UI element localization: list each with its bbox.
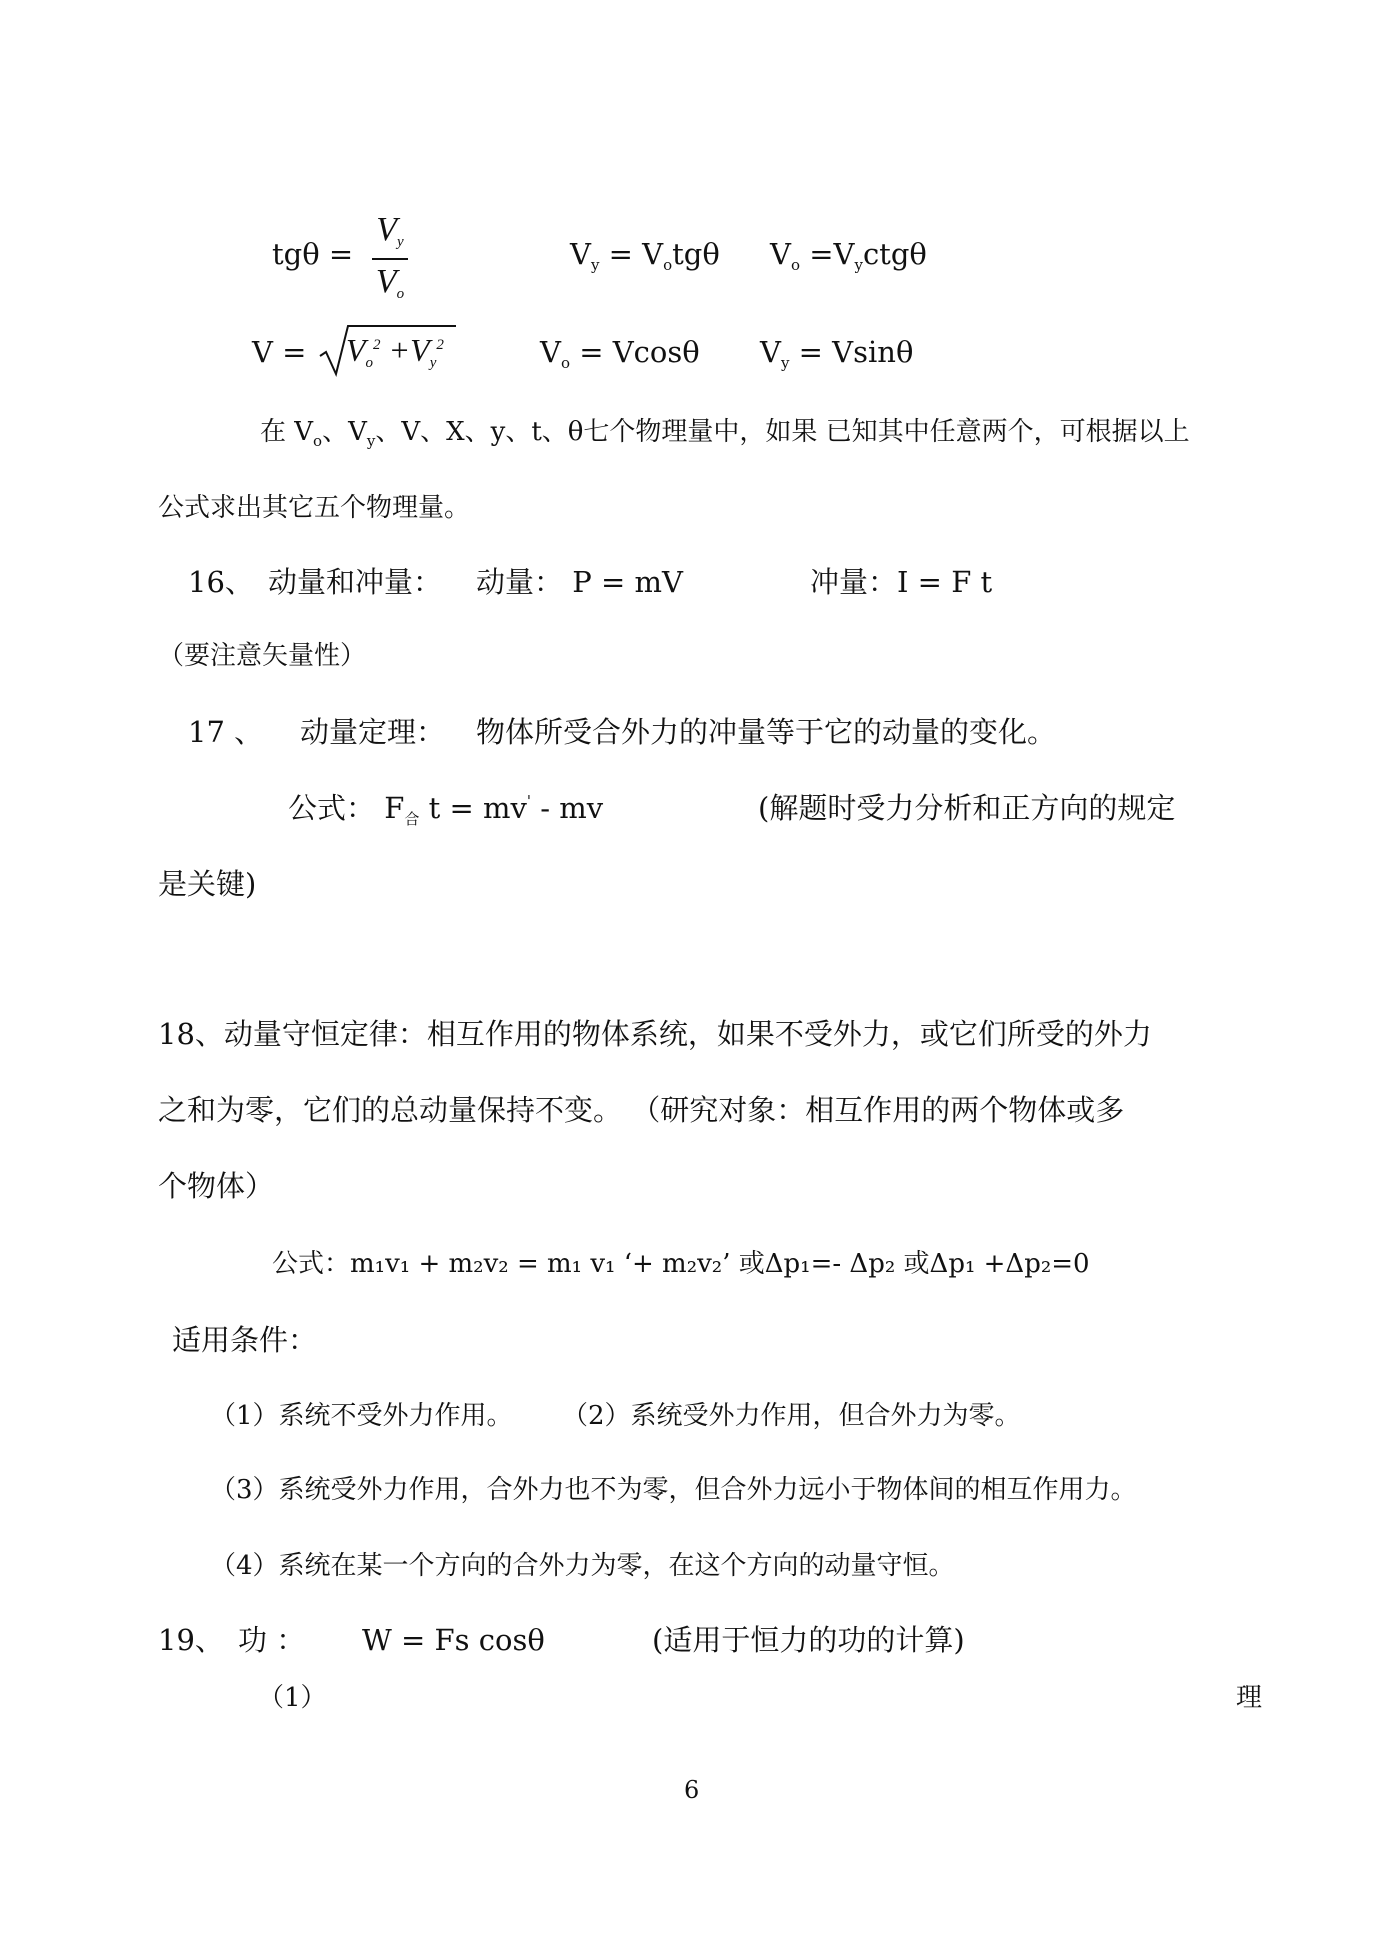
item18-formula: 公式：m₁v₁ + m₂v₂ = m₁ v₁ ‘+ m₂v₂’ 或Δp₁=- Δp₂ 或Δp₁ +Δp₂=0 [272,1249,1090,1279]
item18-condition-3: （3）系统受外力作用，合外力也不为零，但合外力远小于物体间的相互作用力。 [210,1475,1137,1505]
item18-condition-4: （4）系统在某一个方向的合外力为零，在这个方向的动量守恒。 [210,1551,955,1581]
item16-momentum: 动量： P = mV [476,565,683,599]
vo-equals-vy-ctg: $V_o =V_yctg\theta$ [770,237,927,274]
tg-theta-label: tgθ = [272,237,354,271]
seven-quantities-line2: 公式求出其它五个物理量。 [158,493,471,523]
item17-note: (解题时受力分析和正方向的规定 [758,791,1176,825]
item17-desc: 物体所受合外力的冲量等于它的动量的变化。 [476,715,1057,749]
seven-quantities-line1: 在 $V_o$、$V_y$、V、X、y、t、θ七个物理量中，如果 已知其中任意两个，可根据以上 [260,417,1190,450]
item19-number: 19、 [158,1623,224,1657]
vy-over-vo-fraction: Vy Vo [372,210,408,308]
item16-note: （要注意矢量性） [158,641,367,671]
item17-number: 17 、 [188,715,264,749]
item18-line1: 18、动量守恒定律：相互作用的物体系统，如果不受外力，或它们所受的外力 [158,1017,1152,1051]
item19-note: (适用于恒力的功的计算) [652,1623,965,1657]
item16-impulse: 冲量：I = F t [810,565,993,599]
item17-note-continued: 是关键) [158,867,257,901]
item18-condition-1: （1）系统不受外力作用。 [210,1401,513,1431]
item17-title: 动量定理： [300,715,446,749]
v-magnitude-label: V = [252,335,307,369]
item18-condition-2: （2）系统受外力作用，但合外力为零。 [562,1401,1021,1431]
item18-line3: 个物体） [158,1169,275,1203]
vy-equals-vo-tg: $V_y = V_otg\theta$ [570,237,720,274]
vy-equals-vsin: $V_y = Vsin\theta$ [760,335,914,372]
sqrt-radicand: $Vo^2 +Vy^2$ [346,332,444,371]
item16-title: 动量和冲量： [268,565,443,599]
item19-title: 功 ： [238,1623,306,1657]
vo-equals-vcos: $V_o = Vcos\theta$ [540,335,700,372]
item18-conditions-title: 适用条件： [172,1323,318,1357]
item18-line2: 之和为零，它们的总动量保持不变。 （研究对象：相互作用的两个物体或多 [158,1093,1125,1127]
item19-tail-char: 理 [1236,1683,1263,1713]
item16-number: 16、 [188,565,254,599]
item17-formula: 公式： $F_合$ t = mv' - mv [288,791,604,828]
page-number: 6 [684,1776,700,1804]
item19-formula: W = Fs cosθ [362,1623,545,1657]
item19-sub1: （1） [258,1683,327,1713]
